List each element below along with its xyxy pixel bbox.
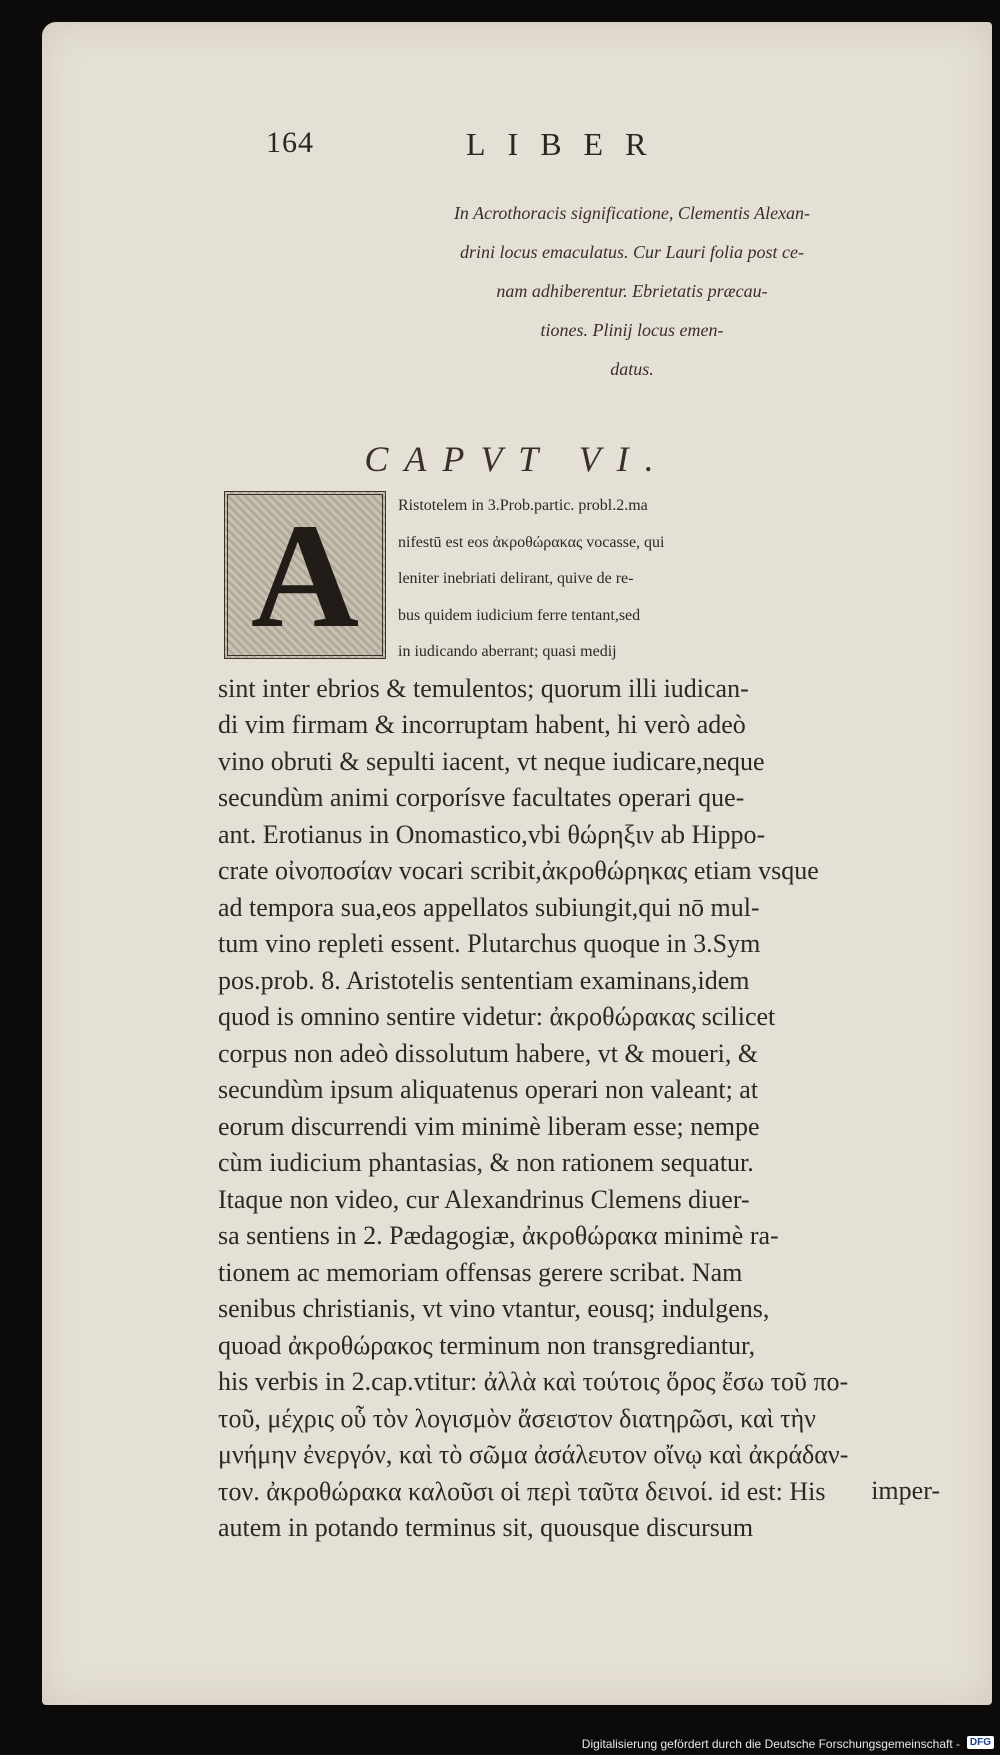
text-line: bus quidem iudicium ferre tentant,sed — [398, 606, 641, 624]
text-line: tionem ac memoriam offensas gerere scribat. Nam — [218, 1257, 743, 1287]
text-line: his verbis in 2.cap.vtitur: ἀλλὰ καὶ τούτοις ὅρος ἔσω τοῦ πο- — [218, 1367, 849, 1396]
initial-letter: A — [250, 493, 360, 659]
text-line: eorum discurrendi vim minimè liberam esse; nempe — [218, 1111, 760, 1141]
text-line: di vim firmam & incorruptam habent, hi verò adeò — [218, 710, 746, 739]
text-line: quoad ἀκροθώρακος terminum non transgrediantur, — [218, 1330, 756, 1360]
text-line: quod is omnino sentire videtur: ἀκροθώρακας scilicet — [218, 1002, 776, 1031]
summary-line: drini locus emaculatus. Cur Lauri folia post ce- — [460, 242, 804, 262]
summary-line: datus. — [610, 359, 654, 379]
text-line: ad tempora sua,eos appellatos subiungit,qui nō mul- — [218, 892, 760, 922]
text-line: senibus christianis, vt vino vtantur, eousq; indulgens, — [218, 1294, 770, 1323]
text-line: Itaque non video, cur Alexandrinus Clemens diuer- — [218, 1184, 750, 1214]
text-line: secundùm animi corporísve facultates operari que- — [218, 783, 745, 812]
text-line: vino obruti & sepulti iacent, vt neque iudicare,neque — [218, 746, 765, 776]
text-line: μνήμην ἐνεργόν, καὶ τὸ σῶμα ἀσάλευτον οἴνῳ καὶ ἀκράδαν- — [218, 1440, 849, 1469]
body-text — [218, 488, 960, 1547]
text-line: sa sentiens in 2. Pædagogiæ, ἀκροθώρακα minimè ra- — [218, 1221, 779, 1250]
text-line: pos.prob. 8. Aristotelis sententiam examinans,idem — [218, 965, 750, 995]
running-title: LIBER — [466, 126, 669, 162]
dfg-logo: DFG — [967, 1736, 994, 1749]
text-line: nifestū est eos ἀκροθώρακας vocasse, qui — [398, 533, 665, 551]
footer-bar — [0, 1733, 1000, 1755]
chapter-summary — [272, 194, 992, 389]
footer-credit: Digitalisierung gefördert durch die Deutsche Forschungsgemeinschaft - — [581, 1737, 960, 1751]
page-number: 164 — [266, 126, 314, 159]
text-line: cùm iudicium phantasias, & non rationem sequatur. — [218, 1148, 754, 1177]
text-line: τον. ἀκροθώρακα καλοῦσι οἱ περὶ ταῦτα δεινοί. id est: His — [218, 1476, 826, 1506]
text-line: crate οἰνοποσίαν vocari scribit,ἀκροθώρηκας etiam vsque — [218, 856, 819, 885]
text-line: τοῦ, μέχρις οὗ τὸν λογισμὸν ἄσειστον διατηρῶσι, καὶ τὴν — [218, 1403, 816, 1433]
summary-line: In Acrothoracis significatione, Clementis Alexan- — [453, 203, 811, 223]
summary-line: nam adhiberentur. Ebrietatis præcau- — [496, 281, 768, 301]
text-line: tum vino repleti essent. Plutarchus quoque in 3.Sym — [218, 929, 761, 958]
text-line: Ristotelem in 3.Prob.partic. probl.2.ma — [398, 497, 648, 514]
running-head — [266, 126, 786, 174]
text-line: corpus non adeò dissolutum habere, vt & moueri, & — [218, 1038, 759, 1068]
chapter-title: CAPVT VI. — [364, 439, 670, 479]
text-line: leniter inebriati delirant, quive de re- — [398, 570, 634, 587]
text-line: autem in potando terminus sit, quousque discursum — [218, 1513, 754, 1542]
summary-line: tiones. Plinij locus emen- — [540, 320, 724, 340]
text-line: secundùm ipsum aliquatenus operari non valeant; at — [218, 1075, 759, 1104]
text-line: in iudicando aberrant; quasi medij — [398, 643, 617, 660]
catchword: imper- — [871, 1476, 940, 1505]
text-line: sint inter ebrios & temulentos; quorum illi iudican- — [218, 673, 749, 703]
text-line: ant. Erotianus in Onomastico,vbi θώρηξιν ab Hippo- — [218, 819, 766, 849]
